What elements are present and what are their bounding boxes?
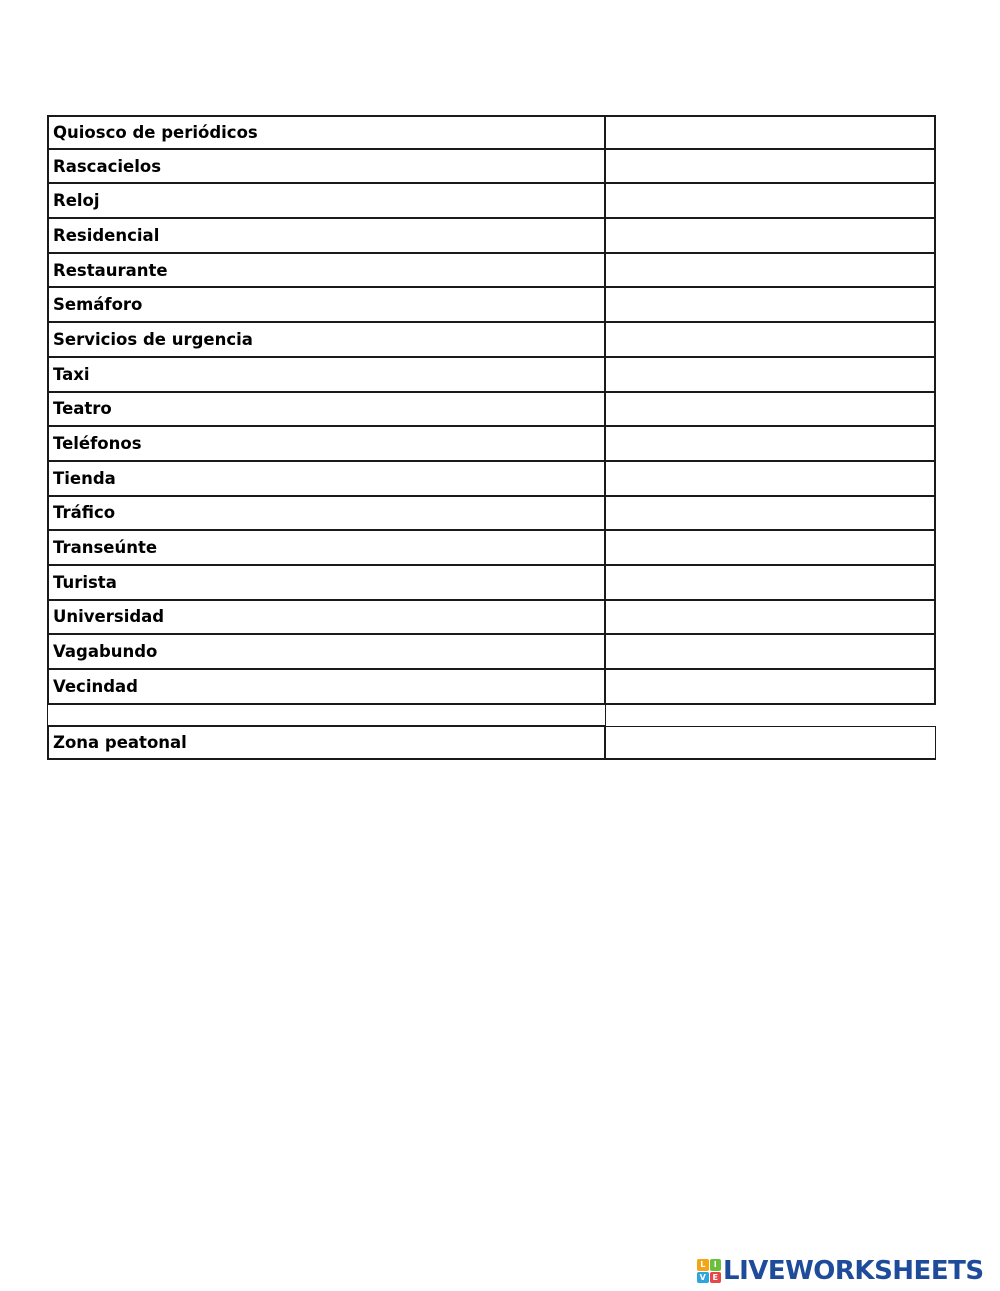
answer-box[interactable] [606, 254, 936, 289]
word-cell: Turista [47, 566, 606, 601]
table-row [47, 670, 936, 705]
blank-answer-cell [606, 705, 936, 726]
logo-letter-e: E [710, 1272, 722, 1284]
table-row [47, 531, 936, 566]
word-cell: Teléfonos [47, 427, 606, 462]
answer-box[interactable] [606, 531, 936, 566]
word-cell: Semáforo [47, 288, 606, 323]
logo-letter-l: L [697, 1259, 709, 1271]
answer-box[interactable] [606, 726, 936, 761]
answer-box[interactable] [606, 635, 936, 670]
word-cell: Rascacielos [47, 150, 606, 185]
answer-box[interactable] [606, 670, 936, 705]
table-row [47, 219, 936, 254]
answer-box[interactable] [606, 288, 936, 323]
table-row [47, 254, 936, 289]
table-row [47, 115, 936, 150]
table-row [47, 358, 936, 393]
liveworksheets-logo [697, 1255, 984, 1287]
table-row [47, 288, 936, 323]
answer-box[interactable] [606, 393, 936, 428]
table-row [47, 726, 936, 761]
logo-letter-v: V [697, 1272, 709, 1284]
table-row [47, 601, 936, 636]
answer-box[interactable] [606, 462, 936, 497]
word-cell: Residencial [47, 219, 606, 254]
word-cell: Universidad [47, 601, 606, 636]
word-cell: Teatro [47, 393, 606, 428]
word-cell: Servicios de urgencia [47, 323, 606, 358]
word-cell: Tráfico [47, 497, 606, 532]
table-row [47, 323, 936, 358]
answer-box[interactable] [606, 184, 936, 219]
blank-table-row [47, 705, 936, 726]
worksheet-table [47, 115, 936, 760]
answer-box[interactable] [606, 323, 936, 358]
table-row [47, 393, 936, 428]
word-cell: Vagabundo [47, 635, 606, 670]
word-cell: Vecindad [47, 670, 606, 705]
table-row [47, 462, 936, 497]
answer-box[interactable] [606, 601, 936, 636]
answer-box[interactable] [606, 115, 936, 150]
word-cell: Transeúnte [47, 531, 606, 566]
logo-mark-icon [697, 1259, 721, 1283]
blank-word-cell [47, 705, 606, 726]
answer-box[interactable] [606, 427, 936, 462]
logo-letter-i: I [710, 1259, 722, 1271]
table-row [47, 150, 936, 185]
logo-text: LIVEWORKSHEETS [723, 1256, 984, 1286]
word-cell: Zona peatonal [47, 726, 606, 761]
answer-box[interactable] [606, 150, 936, 185]
word-cell: Reloj [47, 184, 606, 219]
answer-box[interactable] [606, 566, 936, 601]
table-row [47, 635, 936, 670]
answer-box[interactable] [606, 358, 936, 393]
table-row [47, 427, 936, 462]
answer-box[interactable] [606, 219, 936, 254]
table-row [47, 184, 936, 219]
answer-box[interactable] [606, 497, 936, 532]
word-cell: Taxi [47, 358, 606, 393]
word-cell: Restaurante [47, 254, 606, 289]
table-row [47, 497, 936, 532]
word-cell: Quiosco de periódicos [47, 115, 606, 150]
word-cell: Tienda [47, 462, 606, 497]
table-row [47, 566, 936, 601]
